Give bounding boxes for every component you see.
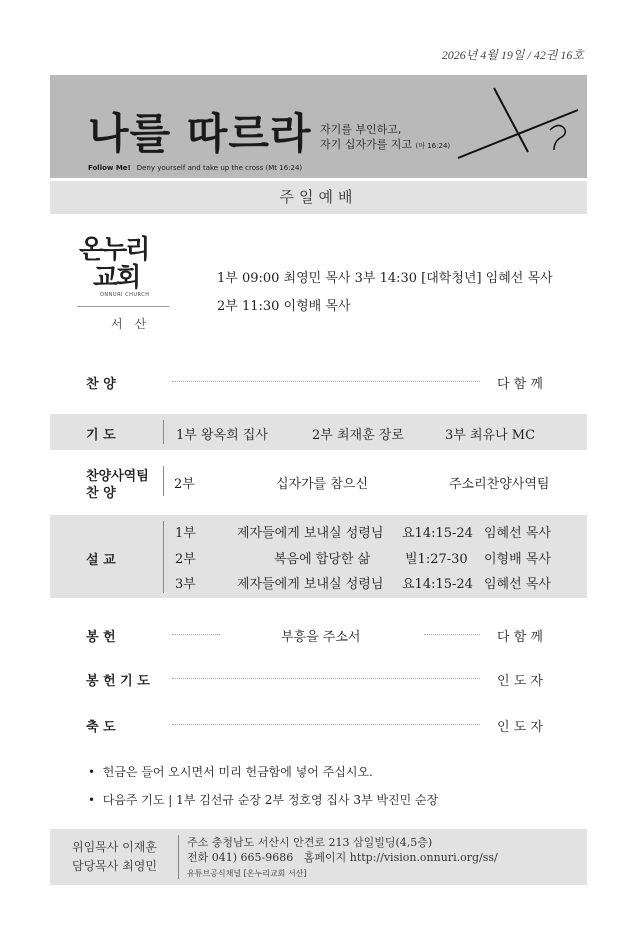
sermon-ref-3: 요14:15-24 (402, 577, 473, 592)
offering-prayer-label: 봉 헌 기 도 (86, 674, 150, 689)
sermon-title-3: 제자들에게 보내실 성령님 (237, 577, 384, 592)
prayer-label: 기 도 (86, 428, 116, 443)
sermon-title-1: 제자들에게 보내실 성령님 (237, 526, 384, 541)
dotted-leader (172, 678, 480, 679)
church-logo: 온누리 교회 ONNURI CHURCH 서산 (77, 236, 167, 332)
sermon-preacher-2: 이형배 목사 (484, 552, 551, 567)
offering-label: 봉 헌 (86, 630, 116, 645)
prayer-item-2: 2부 최재훈 장로 (312, 428, 404, 443)
sermon-title-2: 복음에 합당한 삶 (274, 552, 371, 567)
dotted-leader (172, 634, 220, 635)
sermon-preacher-1: 임혜선 목사 (484, 526, 551, 541)
choir-song-title: 십자가를 참으신 (276, 477, 369, 492)
choir-part: 2부 (174, 477, 195, 492)
phone: 전화 041) 665-9686 (187, 851, 294, 864)
banner-english: Follow Me! Deny yourself and take up the cross (Mt 16:24) (88, 164, 303, 172)
address: 주소 충청남도 서산시 안견로 213 삼일빌딩(4,5층) (187, 836, 433, 849)
sermon-ref-2: 빌1:27-30 (405, 552, 468, 567)
service-times-2: 2부 11:30 이형배 목사 (217, 299, 351, 314)
benediction-label: 축 도 (86, 720, 116, 735)
praise-leader: 다 함 께 (497, 377, 543, 392)
offering-leader: 다 함 께 (497, 630, 543, 645)
prayer-item-3: 3부 최유나 MC (445, 428, 536, 443)
dotted-leader (172, 724, 480, 725)
dotted-leader (424, 634, 480, 635)
banner-title: 나를 따르라 (88, 109, 312, 158)
branch-name: 서산 (111, 317, 159, 331)
issue-date: 2026년 4월 19일 / 42권 16호 (441, 48, 584, 62)
offering-song: 부흥을 주소서 (281, 630, 361, 645)
sermon-ref-1: 요14:15-24 (402, 526, 473, 541)
announcement-item: • 헌금은 들어 오시면서 미리 헌금함에 넣어 주십시오. (88, 765, 373, 779)
church-info-footer (50, 829, 587, 885)
benediction-leader: 인 도 자 (497, 720, 543, 735)
prayer-item-1: 1부 왕옥희 집사 (176, 428, 268, 443)
branch-pastor: 담당목사 최영민 (72, 859, 157, 873)
cross-illustration-icon (450, 80, 580, 165)
senior-pastor: 위임목사 이재훈 (72, 840, 157, 854)
announcement-item: • 다음주 기도 | 1부 김선규 순장 2부 정호영 집사 3부 박진민 순장 (88, 793, 439, 807)
choir-label-2: 찬 양 (86, 486, 116, 501)
choir-label: 찬양사역팀 (86, 469, 149, 484)
dotted-leader (172, 381, 480, 382)
sermon-part-2: 2부 (175, 552, 196, 567)
sermon-part-1: 1부 (175, 526, 196, 541)
sermon-part-3: 3부 (175, 577, 196, 592)
youtube-channel[interactable]: 유튜브공식채널 [온누리교회 서산] (187, 869, 307, 878)
praise-label: 찬 양 (86, 377, 116, 392)
contact-line (187, 850, 498, 865)
offering-prayer-leader: 인 도 자 (497, 674, 543, 689)
choir-team: 주소리찬양사역팀 (449, 477, 550, 492)
service-times-1: 1부 09:00 최영민 목사 3부 14:30 [대학청년] 임혜선 목사 (217, 271, 553, 286)
service-title: 주일예배 (50, 181, 587, 214)
homepage-link[interactable]: 홈페이지 http://vision.onnuri.org/ss/ (303, 851, 498, 864)
sermon-preacher-3: 임혜선 목사 (484, 577, 551, 592)
banner-subtitle-1: 자기를 부인하고, (320, 123, 402, 136)
banner-subtitle-2: 자기 십자가를 지고 (마 16:24) (320, 138, 451, 151)
sermon-label: 설 교 (86, 553, 116, 568)
announcements (88, 763, 438, 819)
theme-banner (50, 75, 587, 178)
